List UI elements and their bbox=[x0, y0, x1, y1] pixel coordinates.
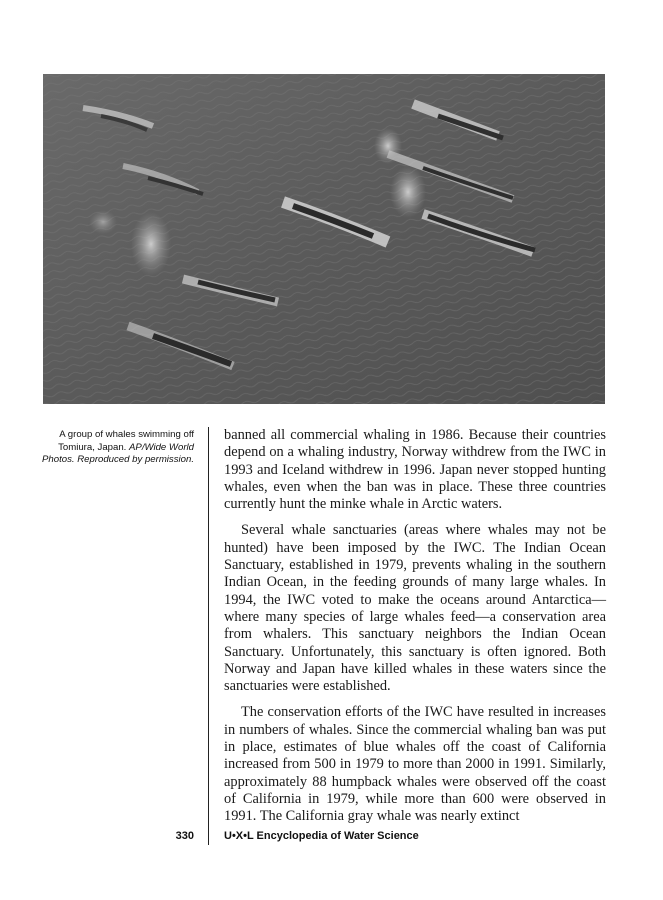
paragraph: Several whale sanctuaries (areas where whales may not be hunted) have been imposed by the IWC. The Indian Ocean Sanctuary, established in 1979, prevents whaling in the southern Indian Ocean, in the feeding grounds of many large whales. In 1994, the IWC voted to make the oceans around Antarctica—where many species of large whales feed—a conservation area from whalers. This sanctuary neighbors the Indian Ocean Sanctuary. Unfortunately, this sanctuary is often ignored. Both Norway and Japan have killed whales in these waters since the sanctuaries were established. bbox=[224, 522, 606, 695]
paragraph: banned all commercial whaling in 1986. Because their countries depend on a whaling industry, Norway withdrew from the IWC in 1993 and Iceland withdrew in 1996. Japan never stopped hunting whales, even when the ban was in place. These three countries currently hunt the minke whale in Arctic waters. bbox=[224, 427, 606, 513]
caption-credit: AP/Wide World Photos. Reproduced by permission. bbox=[42, 441, 194, 466]
page-number: 330 bbox=[175, 830, 194, 842]
article-body bbox=[224, 427, 606, 835]
caption-text: A group of whales swimming off Tomiura, Japan. bbox=[58, 429, 194, 453]
book-title: U•X•L Encyclopedia of Water Science bbox=[224, 830, 419, 842]
whales-photo bbox=[43, 74, 605, 404]
paragraph: The conservation efforts of the IWC have resulted in increases in numbers of whales. Since the commercial whaling ban was put in place, estimates of blue whales off the coast of California increased from 500 in 1979 to more than 2000 in 1991. Similarly, approximately 88 humpback whales were observed off the coast of California in 1979, while more than 600 were observed in 1991. The California gray whale was nearly extinct bbox=[224, 704, 606, 825]
photo-caption bbox=[40, 429, 194, 467]
column-divider bbox=[208, 427, 209, 845]
